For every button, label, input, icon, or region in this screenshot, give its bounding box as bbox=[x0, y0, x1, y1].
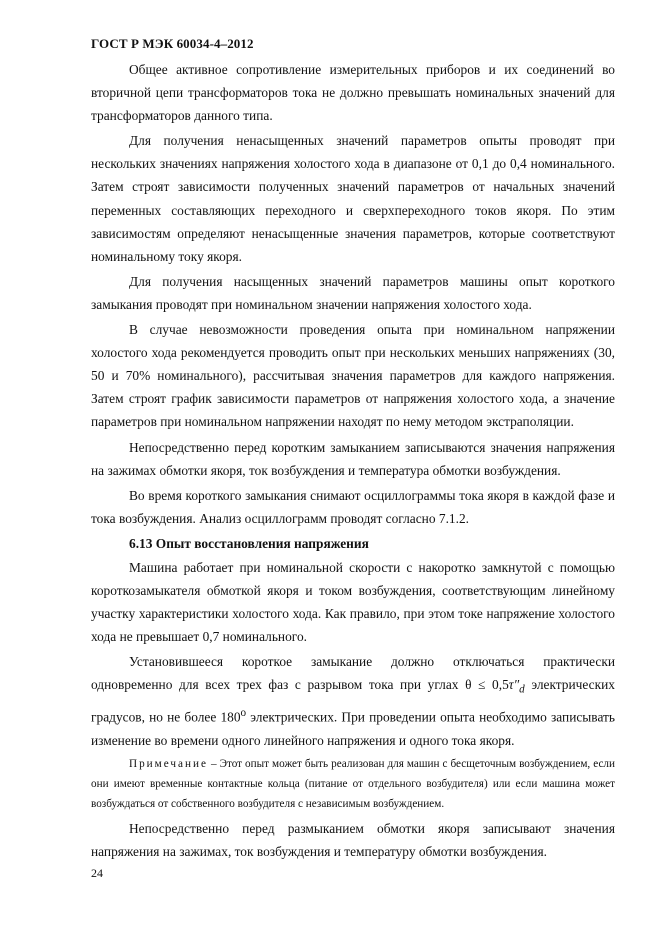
formula-text-part: электрических градусов, но не более 180 bbox=[91, 677, 615, 725]
formula-subscript: d bbox=[519, 684, 525, 697]
paragraph: Общее активное сопротивление измерительных приборов и их соединений во вторичной цепи трансформаторов тока не должно превышать номинальных значений для трансформаторов данного типа. bbox=[91, 62, 615, 124]
standard-header: ГОСТ Р МЭК 60034-4–2012 bbox=[91, 36, 254, 51]
paragraph: В случае невозможности проведения опыта при номинальном напряжении холостого хода рекомендуется проводить опыт при нескольких меньших напряжениях (30, 50 и 70% номинального), рассчитывая значения параметров для каждого напряжения. Затем строят график зависимости параметров от напряжения холостого хода, а значение параметров при номинальном напряжении находят по нему методом экстраполяции. bbox=[91, 322, 615, 430]
note-text: – Этот опыт может быть реализован для машин с бесщеточным возбуждением, если они имеют временные контактные кольца (питание от отдельного возбудителя) или если машина может возбуждаться от собственного возбудителя с независимым возбуждением. bbox=[91, 757, 615, 810]
section-heading: 6.13 Опыт восстановления напряжения bbox=[129, 535, 369, 551]
formula-text-part: электрических. При проведении опыта необходимо записывать изменение во времени одного линейного напряжения и одного тока якоря. bbox=[91, 709, 615, 748]
formula-text-part: Установившееся короткое замыкание должно отключаться практически одновременно для всех трех фаз с разрывом тока при углах θ ≤ 0,5 bbox=[91, 654, 615, 693]
paragraph-with-formula bbox=[91, 650, 615, 752]
paragraph: Во время короткого замыкания снимают осциллограммы тока якоря в каждой фазе и тока возбуждения. Анализ осциллограмм проводят согласно 7.1.2. bbox=[91, 487, 615, 526]
paragraph: Для получения ненасыщенных значений параметров опыты проводят при нескольких значениях напряжения холостого хода в диапазоне от 0,1 до 0,4 номинального. Затем строят зависимости полученных значений параметров от начальных значений переменных составляющих переходного и сверхпереходного токов якоря. По этим зависимостям определяют ненасыщенные значения параметров, которые соответствуют номинальному току якоря. bbox=[91, 133, 615, 264]
degree-superscript: о bbox=[240, 707, 247, 720]
page-number: 24 bbox=[91, 866, 103, 880]
document-body bbox=[91, 58, 615, 865]
paragraph: Непосредственно перед размыканием обмотки якоря записывают значения напряжения на зажимах, ток возбуждения и температуру обмотки возбуждения. bbox=[91, 820, 615, 859]
paragraph: Машина работает при номинальной скорости с накоротко замкнутой с помощью короткозамыкателя обмоткой якоря и током возбуждения, соответствующим линейному участку характеристики холостого хода. Как правило, при этом токе напряжение холостого хода не превышает 0,7 номинального. bbox=[91, 559, 615, 645]
note-label: Примечание bbox=[129, 757, 208, 770]
paragraph: Непосредственно перед коротким замыканием записываются значения напряжения на зажимах обмотки якоря, ток возбуждения и температура обмотки возбуждения. bbox=[91, 439, 615, 478]
note-paragraph bbox=[91, 754, 615, 814]
paragraph: Для получения насыщенных значений параметров машины опыт короткого замыкания проводят при номинальном значении напряжения холостого хода. bbox=[91, 273, 615, 312]
formula-tau: τ″ bbox=[508, 677, 520, 693]
